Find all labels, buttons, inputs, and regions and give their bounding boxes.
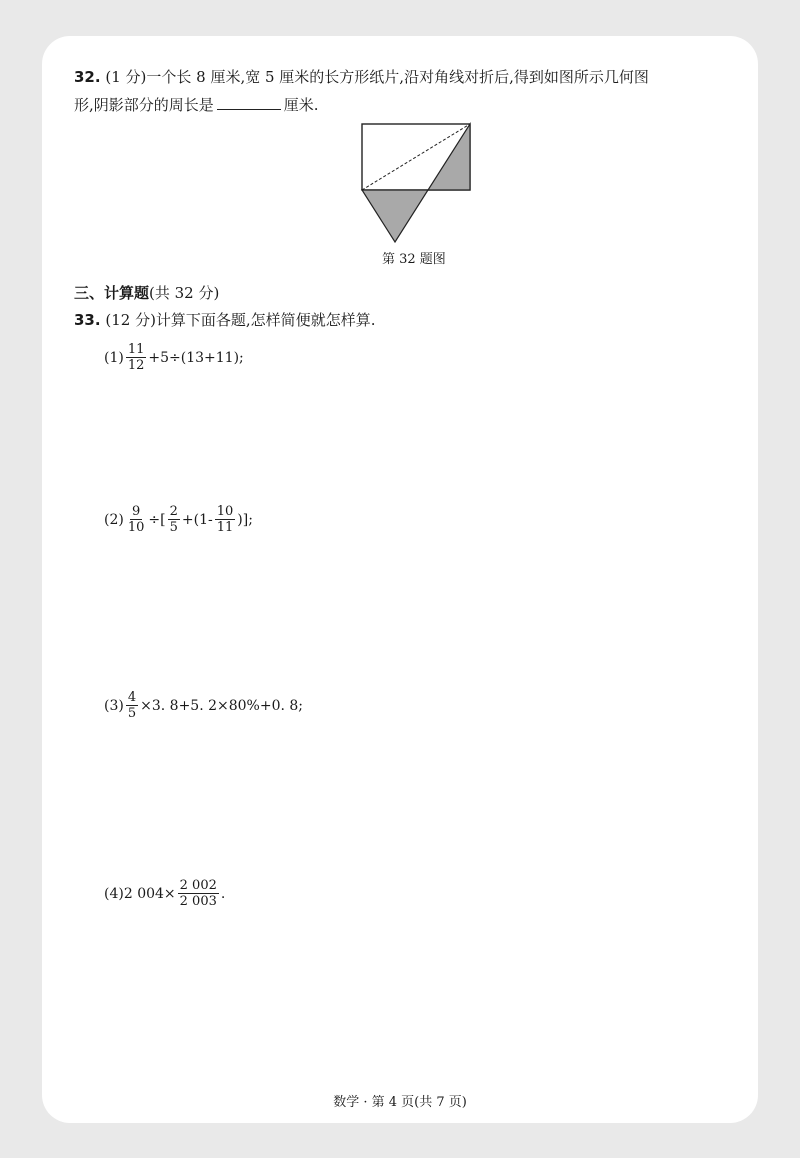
section-header: [74, 282, 219, 303]
folded-rectangle-figure: [360, 122, 474, 244]
q32-line2: [74, 94, 319, 115]
expression-rest: +5÷(13+11);: [148, 349, 244, 366]
q33-prompt: (12 分)计算下面各题,怎样简便就怎样算.: [105, 311, 376, 329]
fraction: [178, 878, 219, 909]
figure-caption: 第 32 题图: [382, 252, 446, 267]
q32-number: 32.: [74, 68, 101, 86]
fraction: [126, 342, 147, 373]
q33-part4: [104, 878, 225, 909]
exam-page: [42, 36, 758, 1123]
page-footer: 数学 · 第 4 页(共 7 页): [333, 1095, 467, 1110]
part-label: (2): [104, 511, 124, 528]
denominator: 12: [127, 358, 145, 373]
shaded-triangle-upper: [428, 124, 470, 190]
q33-part3: [104, 690, 303, 721]
expression-part: +(1-: [181, 511, 213, 528]
q32-unit: 厘米.: [283, 96, 319, 114]
fraction: [126, 504, 147, 535]
denominator: 11: [216, 520, 234, 535]
part-label: (3): [104, 697, 124, 714]
denominator: 5: [127, 706, 137, 721]
numerator: 2 002: [179, 878, 217, 893]
denominator: 5: [169, 520, 178, 535]
expression-part: ÷[: [148, 511, 166, 528]
section-points: (共 32 分): [149, 284, 220, 302]
expression-part: 2 004×: [123, 885, 176, 902]
denominator: 2 003: [179, 894, 217, 909]
shaded-triangle-lower: [362, 190, 428, 242]
q33-part1: [104, 342, 244, 373]
q32-text-line2: 形,阴影部分的周长是: [74, 96, 214, 114]
expression-end: .: [220, 885, 226, 902]
numerator: 2: [169, 504, 178, 519]
q32-line1: [74, 66, 649, 87]
numerator: 9: [131, 504, 141, 519]
fraction: [168, 504, 180, 535]
numerator: 11: [127, 342, 145, 357]
q33-line: [74, 309, 375, 330]
denominator: 10: [127, 520, 145, 535]
fraction: [126, 690, 138, 721]
section-title: 三、计算题: [74, 284, 150, 302]
fraction: [215, 504, 236, 535]
q33-part2: [104, 504, 253, 535]
numerator: 4: [127, 690, 137, 705]
q32-text-line1: (1 分)一个长 8 厘米,宽 5 厘米的长方形纸片,沿对角线对折后,得到如图所示几何图: [105, 68, 649, 86]
expression-rest: ×3. 8+5. 2×80%+0. 8;: [140, 697, 304, 714]
answer-blank[interactable]: [217, 95, 281, 110]
numerator: 10: [216, 504, 234, 519]
expression-end: )];: [237, 511, 253, 528]
part-label: (4): [104, 885, 124, 902]
q33-number: 33.: [74, 311, 101, 329]
part-label: (1): [104, 349, 124, 366]
